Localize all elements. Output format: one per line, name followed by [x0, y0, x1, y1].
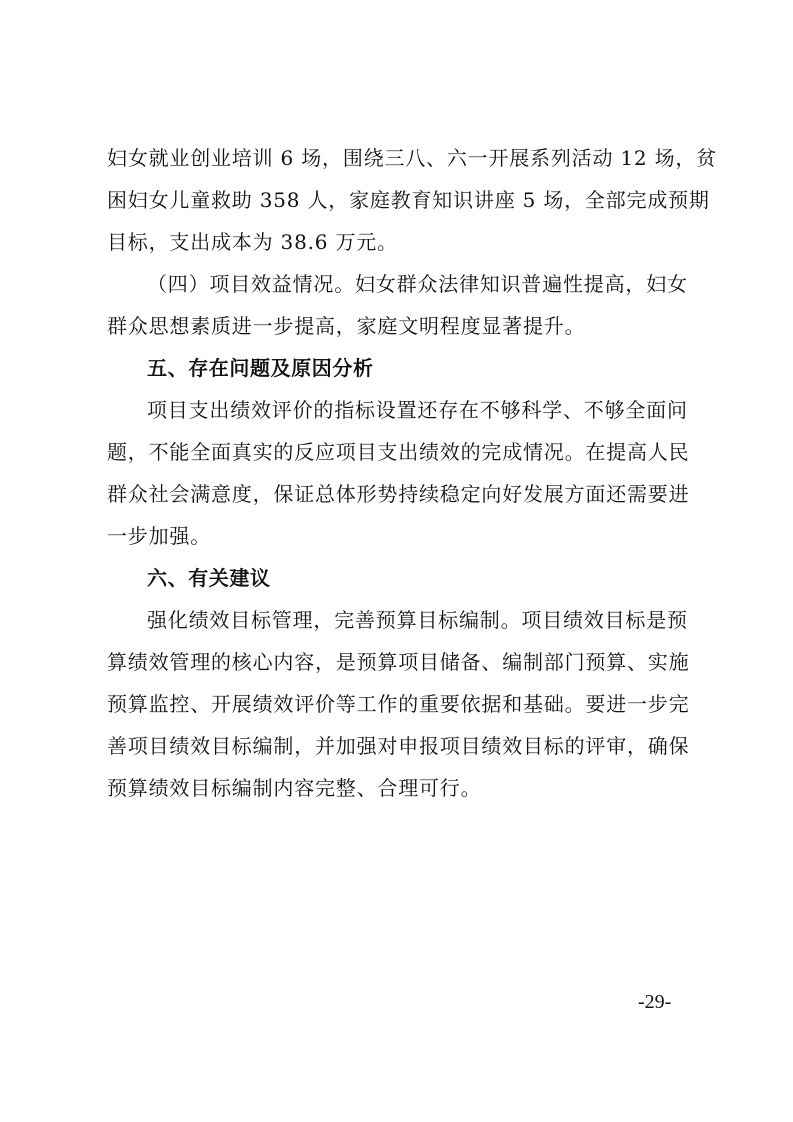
body-text-line: 困妇女儿童救助 358 人，家庭教育知识讲座 5 场，全部完成预期	[107, 188, 710, 212]
body-text-line: 预算绩效目标编制内容完整、合理可行。	[107, 776, 482, 800]
body-text-line: 强化绩效目标管理，完善预算目标编制。项目绩效目标是预	[147, 608, 688, 632]
body-text-line: 善项目绩效目标编制，并加强对申报项目绩效目标的评审，确保	[107, 734, 690, 758]
body-text-line: 预算监控、开展绩效评价等工作的重要依据和基础。要进一步完	[107, 692, 690, 716]
body-text-line: 目标，支出成本为 38.6 万元。	[107, 230, 398, 254]
body-text-line: 项目支出绩效评价的指标设置还存在不够科学、不够全面问	[147, 398, 688, 422]
section-heading-suggestions: 六、有关建议	[147, 566, 271, 590]
body-text-line: 群众社会满意度，保证总体形势持续稳定向好发展方面还需要进	[107, 482, 690, 506]
body-text-line: 群众思想素质进一步提高，家庭文明程度显著提升。	[107, 314, 586, 338]
page-number: -29-	[638, 991, 672, 1013]
section-heading-issues: 五、存在问题及原因分析	[147, 356, 374, 380]
body-text-line: 题，不能全面真实的反应项目支出绩效的完成情况。在提高人民	[107, 440, 690, 464]
subsection-heading-line: （四）项目效益情况。妇女群众法律知识普遍性提高，妇女	[147, 272, 688, 296]
body-text-line: 算绩效管理的核心内容，是预算项目储备、编制部门预算、实施	[107, 650, 690, 674]
body-text-line: 妇女就业创业培训 6 场，围绕三八、六一开展系列活动 12 场，贫	[107, 146, 718, 170]
body-text-line: 一步加强。	[107, 524, 211, 548]
